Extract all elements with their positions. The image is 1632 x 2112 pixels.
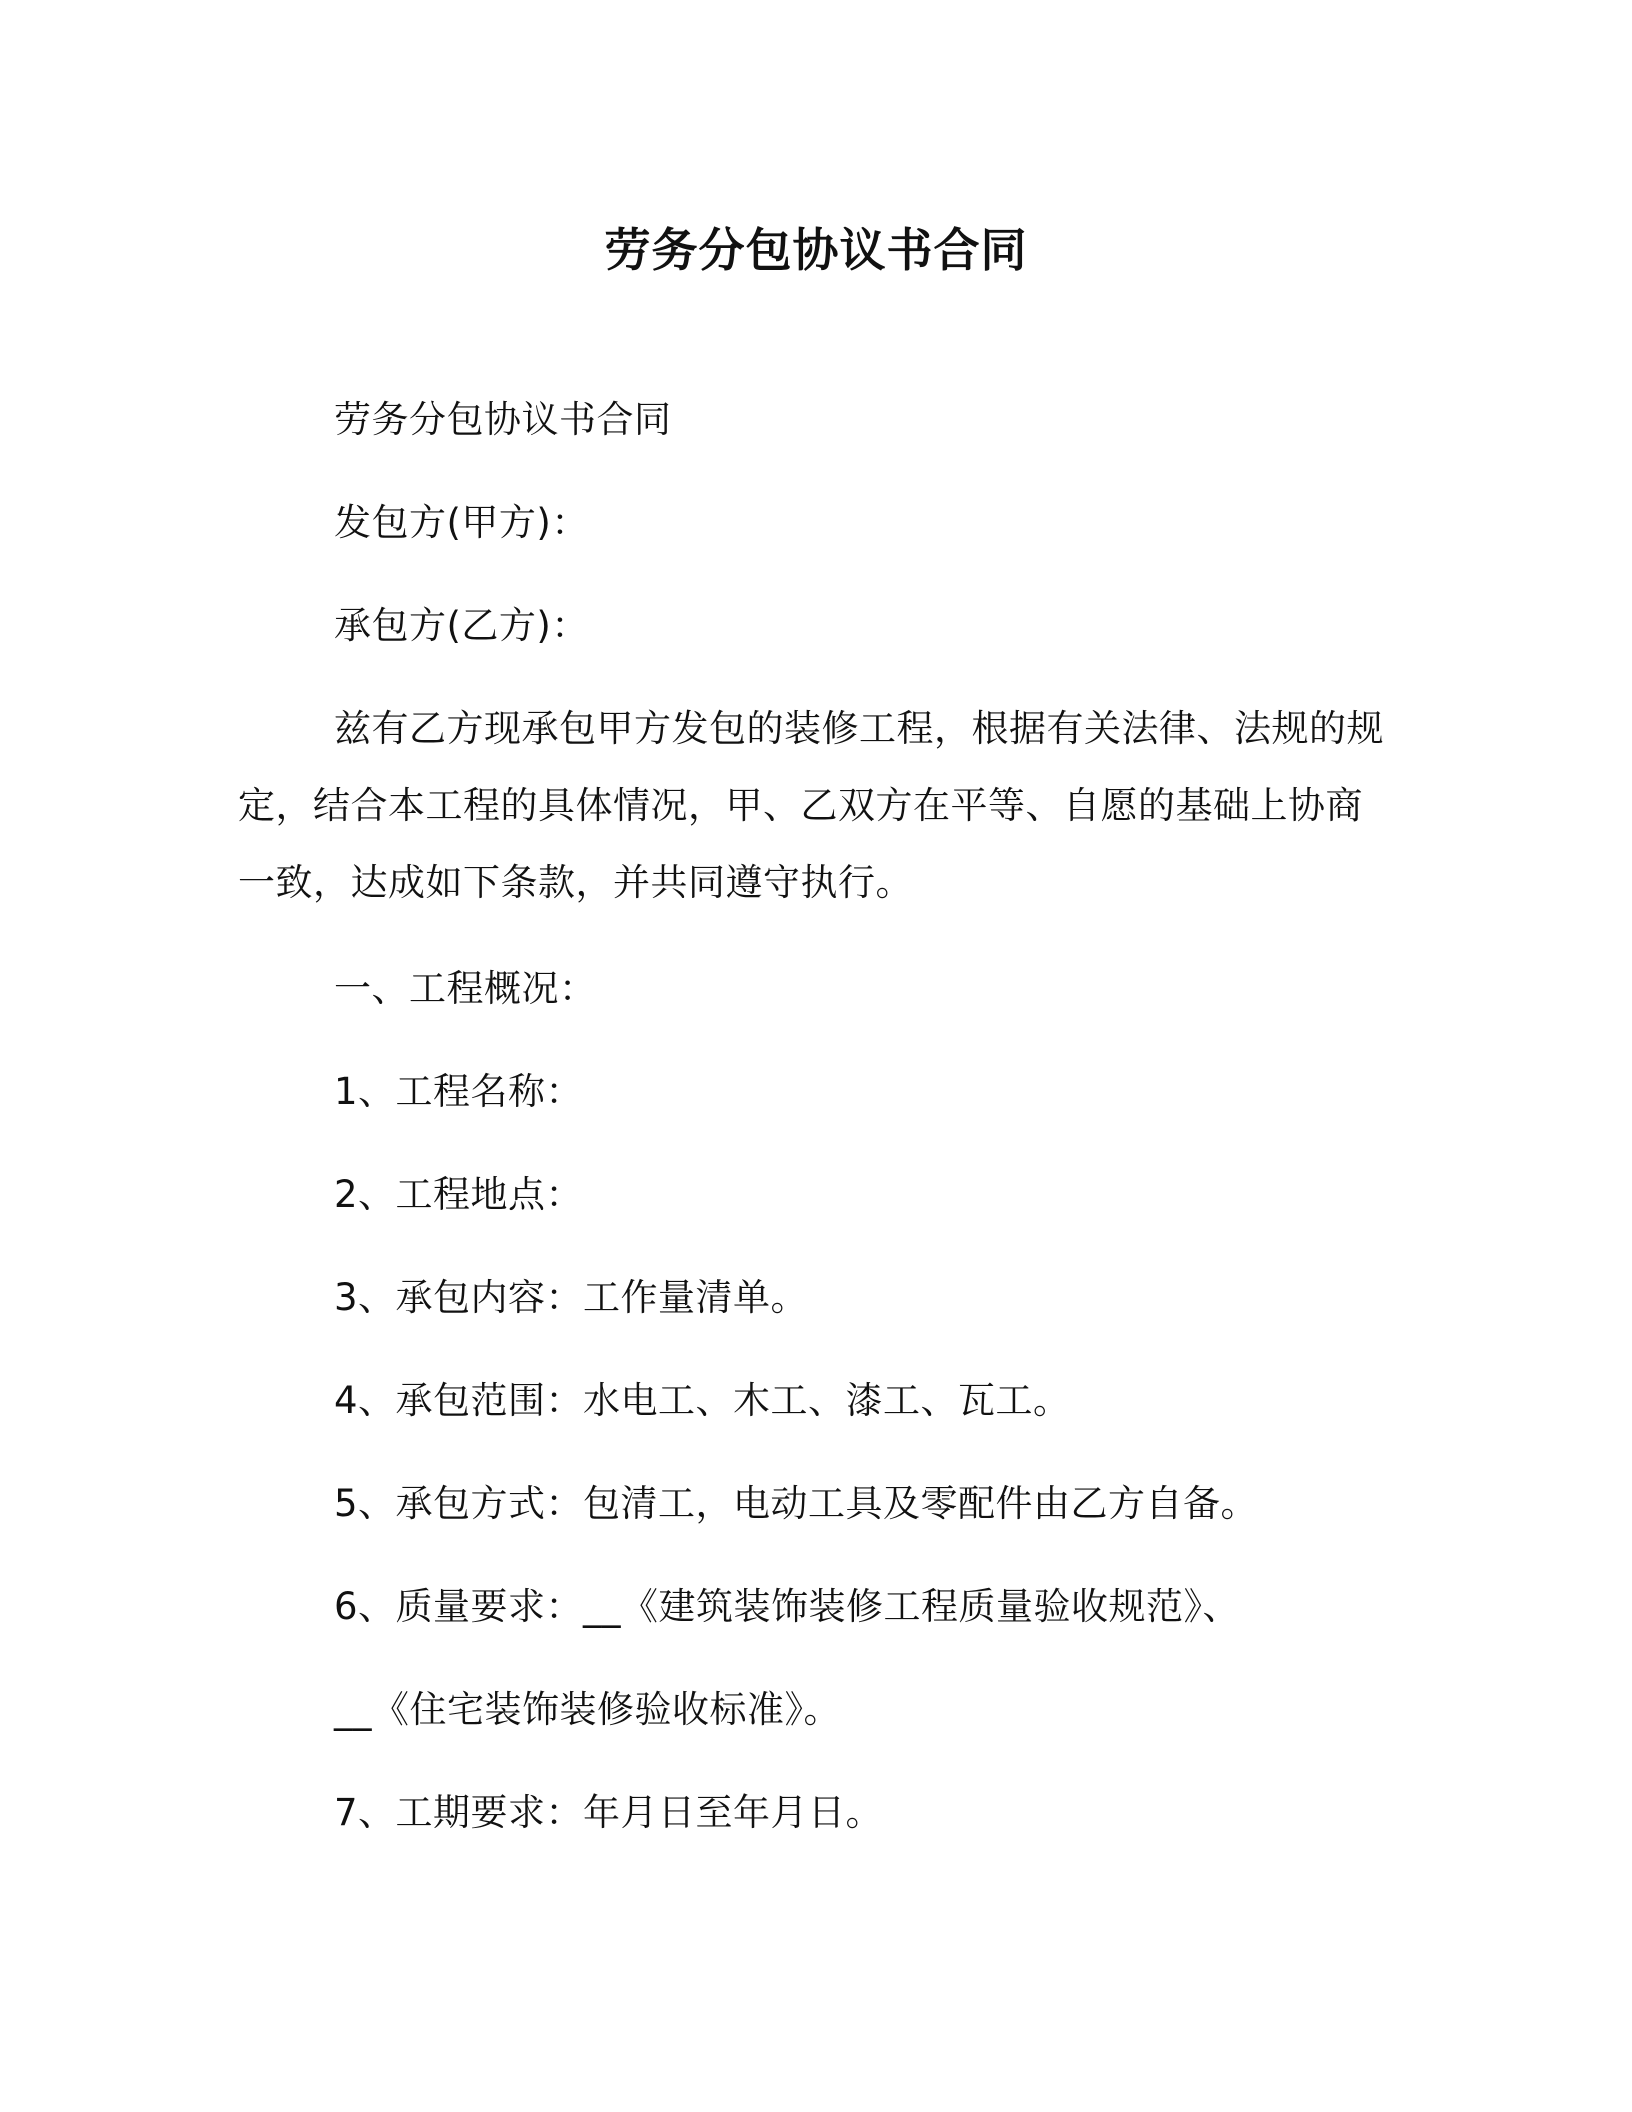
preamble-line-3: 一致，达成如下条款，并共同遵守执行。 xyxy=(238,861,913,904)
list-item: 1、工程名称： xyxy=(334,1070,584,1113)
section-heading: 一、工程概况： xyxy=(334,967,597,1010)
party-a-label: 发包方(甲方)： xyxy=(334,501,589,544)
preamble-line-2: 定，结合本工程的具体情况，甲、乙双方在平等、自愿的基础上协商 xyxy=(238,784,1363,827)
list-item: 7、工期要求：年月日至年月日。 xyxy=(334,1791,884,1834)
party-b-label: 承包方(乙方)： xyxy=(334,604,589,647)
list-item: 6、质量要求：__《建筑装饰装修工程质量验收规范》、 xyxy=(334,1585,1241,1628)
preamble-line-1: 兹有乙方现承包甲方发包的装修工程，根据有关法律、法规的规 xyxy=(334,707,1384,750)
list-item: __《住宅装饰装修验收标准》。 xyxy=(334,1688,841,1731)
list-item: 3、承包内容：工作量清单。 xyxy=(334,1276,809,1319)
document-heading: 劳务分包协议书合同 xyxy=(334,398,672,441)
list-item: 2、工程地点： xyxy=(334,1173,584,1216)
list-item: 5、承包方式：包清工，电动工具及零配件由乙方自备。 xyxy=(334,1482,1259,1525)
document-title: 劳务分包协议书合同 xyxy=(604,223,1028,277)
list-item: 4、承包范围：水电工、木工、漆工、瓦工。 xyxy=(334,1379,1071,1422)
